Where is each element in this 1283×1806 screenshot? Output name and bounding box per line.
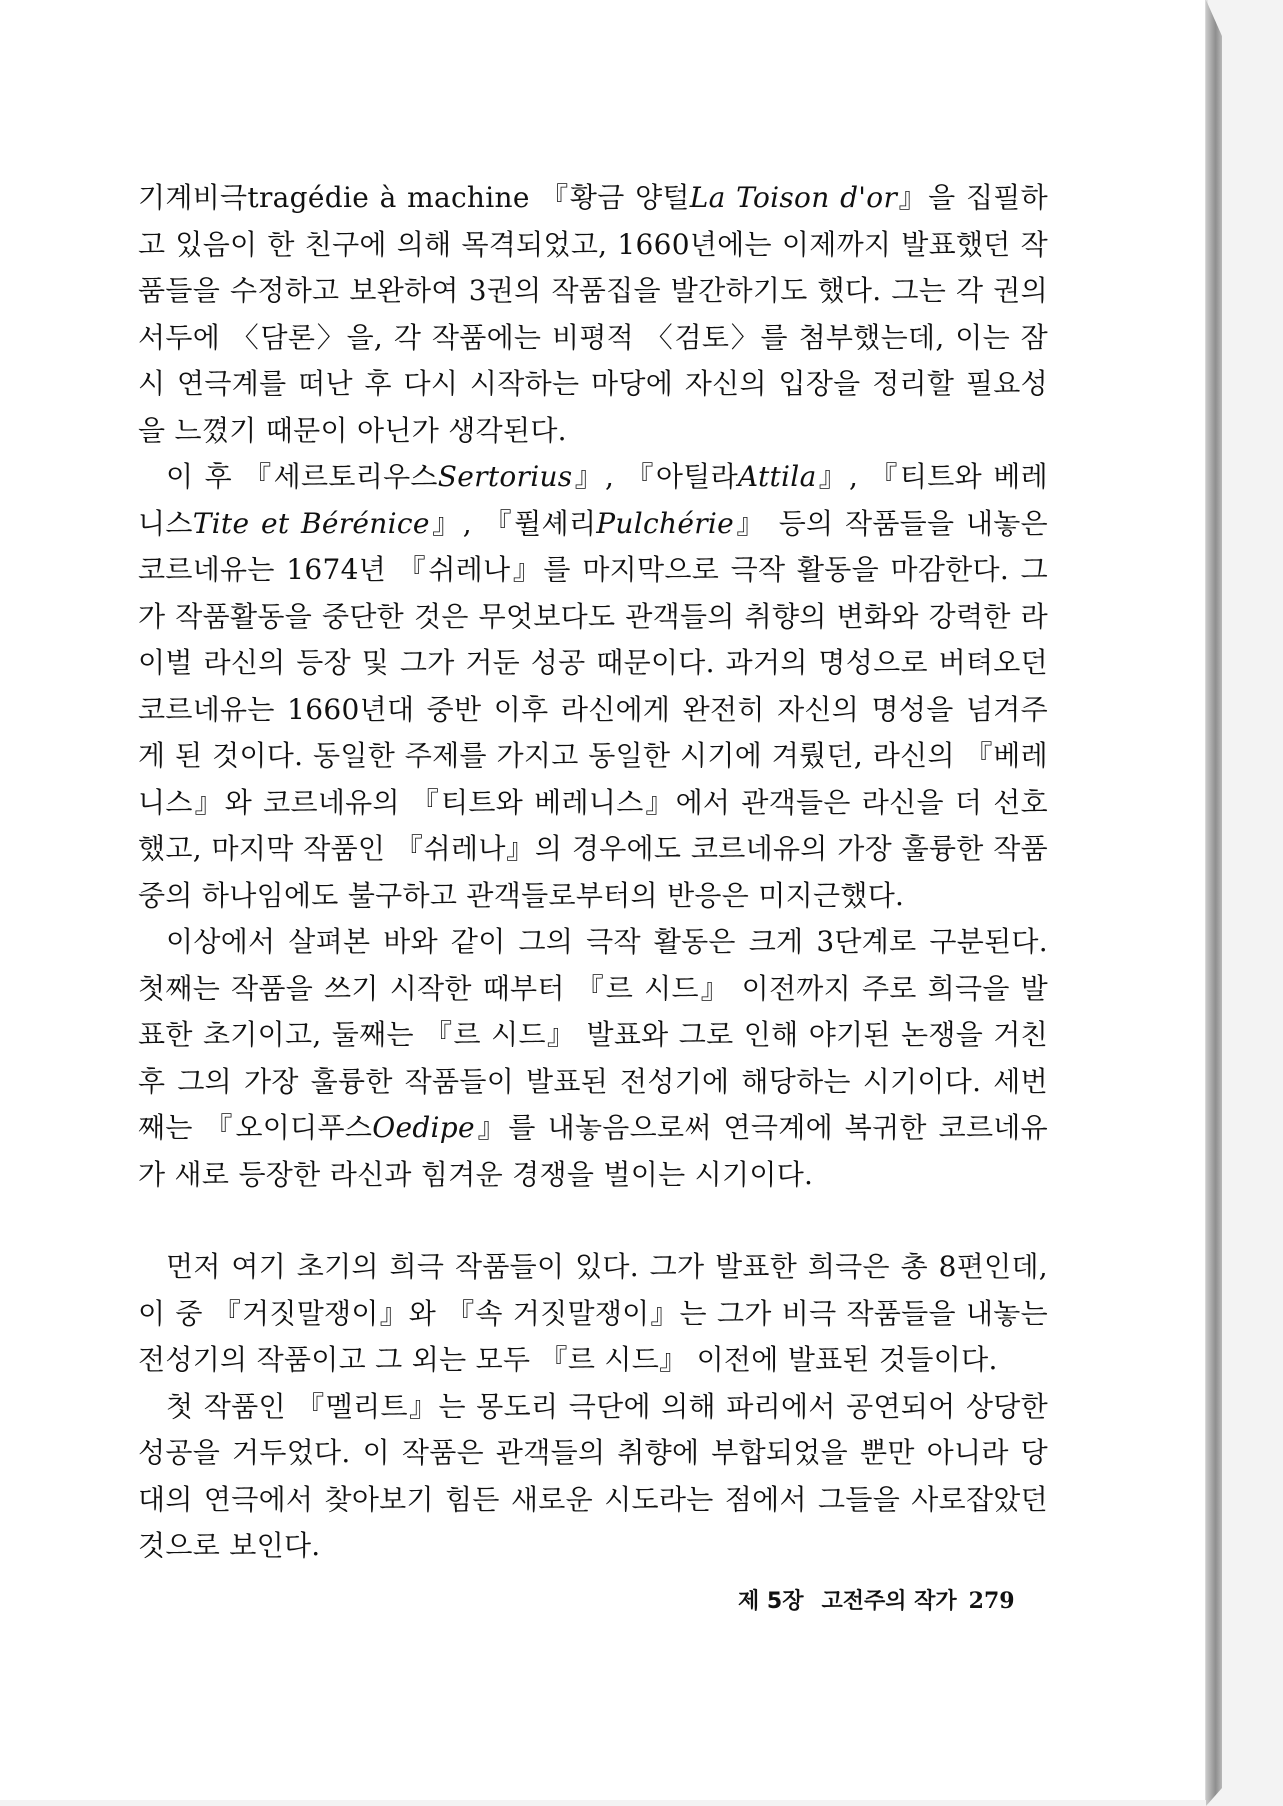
paragraph-1 bbox=[138, 175, 1048, 454]
paragraph-5: 첫 작품인 『멜리트』는 몽도리 극단에 의해 파리에서 공연되어 상당한 성공을 거두었다. 이 작품은 관객들의 취향에 부합되었을 뿐만 아니라 당대의 연극에서 찾아보기 힘든 새로운 시도라는 점에서 그들을 사로잡았던 것으로 보인다. bbox=[138, 1389, 1048, 1562]
p1-text-a: 기계비극tragédie à machine 『황금 양털 bbox=[138, 181, 690, 214]
p2-text-c: 』, 『아틸라 bbox=[572, 460, 738, 493]
page-edge bbox=[1206, 0, 1222, 1806]
chapter-label: 제 5장 bbox=[738, 1589, 804, 1614]
page-number: 279 bbox=[968, 1588, 1015, 1614]
paragraph-gap bbox=[138, 1198, 1048, 1244]
paragraph-3 bbox=[138, 919, 1048, 1198]
p1-title-italic: La Toison d'or bbox=[689, 181, 898, 214]
p3-text-c: 』를 내놓음으로써 연극계에 복귀한 코르네유가 새로 등장한 라신과 힘겨운 경쟁을 벌이는 시기이다. bbox=[138, 1111, 1048, 1191]
chapter-title: 고전주의 작가 bbox=[821, 1589, 957, 1614]
p2-title-attila: Attila bbox=[737, 460, 817, 493]
paragraph-2 bbox=[138, 454, 1048, 919]
p3-title-oedipe: Oedipe bbox=[372, 1111, 475, 1144]
body-text bbox=[138, 175, 1048, 1570]
p2-text-i: 』 등의 작품들을 내놓은 코르네유는 1674년 『쉬레나』를 마지막으로 극작 활동을 마감한다. 그가 작품활동을 중단한 것은 무엇보다도 관객들의 취향의 변화와 강력한 라이벌 라신의 등장 및 그가 거둔 성공 때문이다. 과거의 명성으로 버텨오던 코르네유는 1660년대 중반 이후 라신에게 완전히 자신의 명성을 넘겨주게 된 것이다. 동일한 주제를 가지고 동일한 시기에 겨뤘던, 라신의 『베레니스』와 코르네유의 『티트와 베레니스』에서 관객들은 라신을 더 선호했고, 마지막 작품인 『쉬레나』의 경우에도 코르네유의 가장 훌륭한 작품 중의 하나임에도 불구하고 관객들로부터의 반응은 미지근했다. bbox=[138, 506, 1048, 912]
p2-title-tite: Tite et Bérénice bbox=[192, 506, 430, 540]
p1-text-c: 』을 집필하고 있음이 한 친구에 의해 목격되었고, 1660년에는 이제까지 발표했던 작품들을 수정하고 보완하여 3권의 작품집을 발간하기도 했다. 그는 각 권의 서두에 〈담론〉을, 각 작품에는 비평적 〈검토〉를 첨부했는데, 이는 잠시 연극계를 떠난 후 다시 시작하는 마당에 자신의 입장을 정리할 필요성을 느꼈기 때문이 아닌가 생각된다. bbox=[138, 181, 1048, 447]
p2-text-e: 』, 『티트와 베레니스 bbox=[138, 460, 1048, 540]
paragraph-4: 먼저 여기 초기의 희극 작품들이 있다. 그가 발표한 희극은 총 8편인데, 이 중 『거짓말쟁이』와 『속 거짓말쟁이』는 그가 비극 작품들을 내놓는 전성기의 작품이고 그 외는 모두 『르 시드』 이전에 발표된 것들이다. bbox=[138, 1250, 1048, 1376]
p2-text-g: 』, 『퓔셰리 bbox=[429, 506, 597, 540]
p2-title-pulcherie: Pulchérie bbox=[596, 506, 735, 540]
p2-title-sertorius: Sertorius bbox=[437, 460, 573, 493]
p3-text-a: 이상에서 살펴본 바와 같이 그의 극작 활동은 크게 3단계로 구분된다. 첫째는 작품을 쓰기 시작한 때부터 『르 시드』 이전까지 주로 희극을 발표한 초기이고, 둘째는 『르 시드』 발표와 그로 인해 야기된 논쟁을 거친 후 그의 가장 훌륭한 작품들이 발표된 전성기에 해당하는 시기이다. 세번째는 『오이디푸스 bbox=[138, 925, 1048, 1144]
page-footer bbox=[738, 1584, 1015, 1615]
p2-text-a: 이 후 『세르토리우스 bbox=[166, 460, 438, 493]
